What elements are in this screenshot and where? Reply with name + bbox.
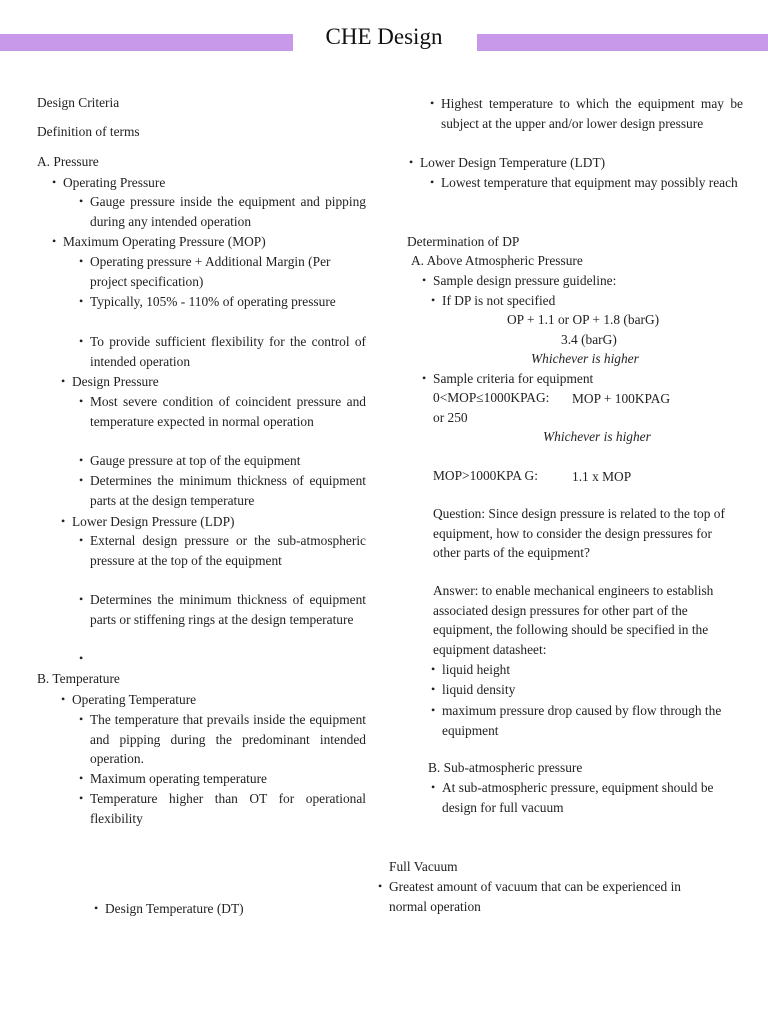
liquid-density-item: • liquid density (442, 680, 515, 699)
answer-paragraph: Answer: to enable mechanical engineers to establish associated design pressures for other part of the equipment, the following should be specified in the equipment datasheet: (433, 583, 714, 657)
design-pressure-item: • Design Pressure (72, 372, 159, 391)
ldt-item: • Lower Design Temperature (LDT) (420, 153, 605, 172)
definition-of-terms-heading: Definition of terms (37, 124, 140, 139)
empty-bullet (90, 649, 100, 668)
ldt-detail-1: • Lowest temperature that equipment may possibly reach (441, 173, 743, 193)
page-title: CHE Design (325, 24, 443, 49)
question-paragraph: Question: Since design pressure is related to the top of equipment, how to consider the design pressures for other parts of the equipment? (433, 506, 725, 561)
section-a-pressure: A. Pressure (37, 154, 99, 169)
op-desc-item: • Gauge pressure inside the equipment and pipping during any intended operation (90, 192, 366, 231)
mop-greater-range: MOP>1000KPA G: (433, 468, 538, 483)
or-250: or 250 (433, 410, 468, 425)
formula-line-2: 3.4 (barG) (561, 332, 617, 347)
mop-detail-1: • Operating pressure + Additional Margin (Per project specification) (90, 252, 366, 291)
criteria-range: 0<MOP≤1000KPAG: (433, 390, 550, 405)
ldp-item: • Lower Design Pressure (LDP) (72, 512, 235, 531)
section-b-sub-atmospheric: B. Sub-atmospheric pressure (428, 760, 583, 775)
mop-greater-value: 1.1 x MOP (572, 469, 632, 484)
dp-detail-2: • Gauge pressure at top of the equipment (90, 451, 366, 471)
liquid-height-item: • liquid height (442, 660, 510, 679)
determination-of-dp-heading: Determination of DP (407, 234, 520, 249)
criteria-value: MOP + 100KPAG (572, 391, 671, 406)
dt-detail-1: • Highest temperature to which the equipment may be subject at the upper and/or lower design pressure (441, 94, 743, 133)
full-vacuum-detail: • Greatest amount of vacuum that can be experienced in normal operation (389, 877, 681, 916)
max-pressure-drop-item: • maximum pressure drop caused by flow through the equipment (442, 701, 742, 740)
sample-guideline-item: • Sample design pressure guideline: (433, 271, 616, 290)
full-vacuum-heading: Full Vacuum (389, 859, 458, 874)
operating-pressure-item: • Operating Pressure (63, 173, 165, 192)
if-dp-item: • If DP is not specified (442, 291, 555, 310)
ot-detail-1: • The temperature that prevails inside the equipment and pipping during the predominant intended operation. (90, 710, 366, 769)
dp-detail-1: • Most severe condition of coincident pressure and temperature expected in normal operation (90, 392, 366, 431)
formula-line-1: OP + 1.1 or OP + 1.8 (barG) (507, 312, 660, 327)
design-criteria-heading: Design Criteria (37, 95, 120, 110)
mop-detail-3: • To provide sufficient flexibility for the control of intended operation (90, 332, 366, 371)
whichever-higher-1: Whichever is higher (531, 351, 639, 366)
mop-item: • Maximum Operating Pressure (MOP) (63, 232, 266, 251)
ot-detail-3: • Temperature higher than OT for operational flexibility (90, 789, 366, 828)
ldp-detail-1: • External design pressure or the sub-atmospheric pressure at the top of the equipment (90, 531, 366, 570)
sub-atmospheric-detail: • At sub-atmospheric pressure, equipment should be design for full vacuum (442, 778, 742, 817)
whichever-higher-2: Whichever is higher (543, 429, 651, 444)
ot-detail-2: • Maximum operating temperature (90, 769, 366, 789)
design-temperature-item: • Design Temperature (DT) (105, 899, 244, 918)
operating-temperature-item: • Operating Temperature (72, 690, 196, 709)
sample-criteria-item: • Sample criteria for equipment (433, 369, 593, 388)
section-b-temperature: B. Temperature (37, 671, 120, 686)
dp-detail-3: • Determines the minimum thickness of equipment parts at the design temperature (90, 471, 366, 510)
mop-detail-2: • Typically, 105% - 110% of operating pressure (90, 292, 366, 312)
section-a-above-atmospheric: A. Above Atmospheric Pressure (411, 253, 583, 268)
ldp-detail-2: • Determines the minimum thickness of equipment parts or stiffening rings at the design temperature (90, 590, 366, 629)
